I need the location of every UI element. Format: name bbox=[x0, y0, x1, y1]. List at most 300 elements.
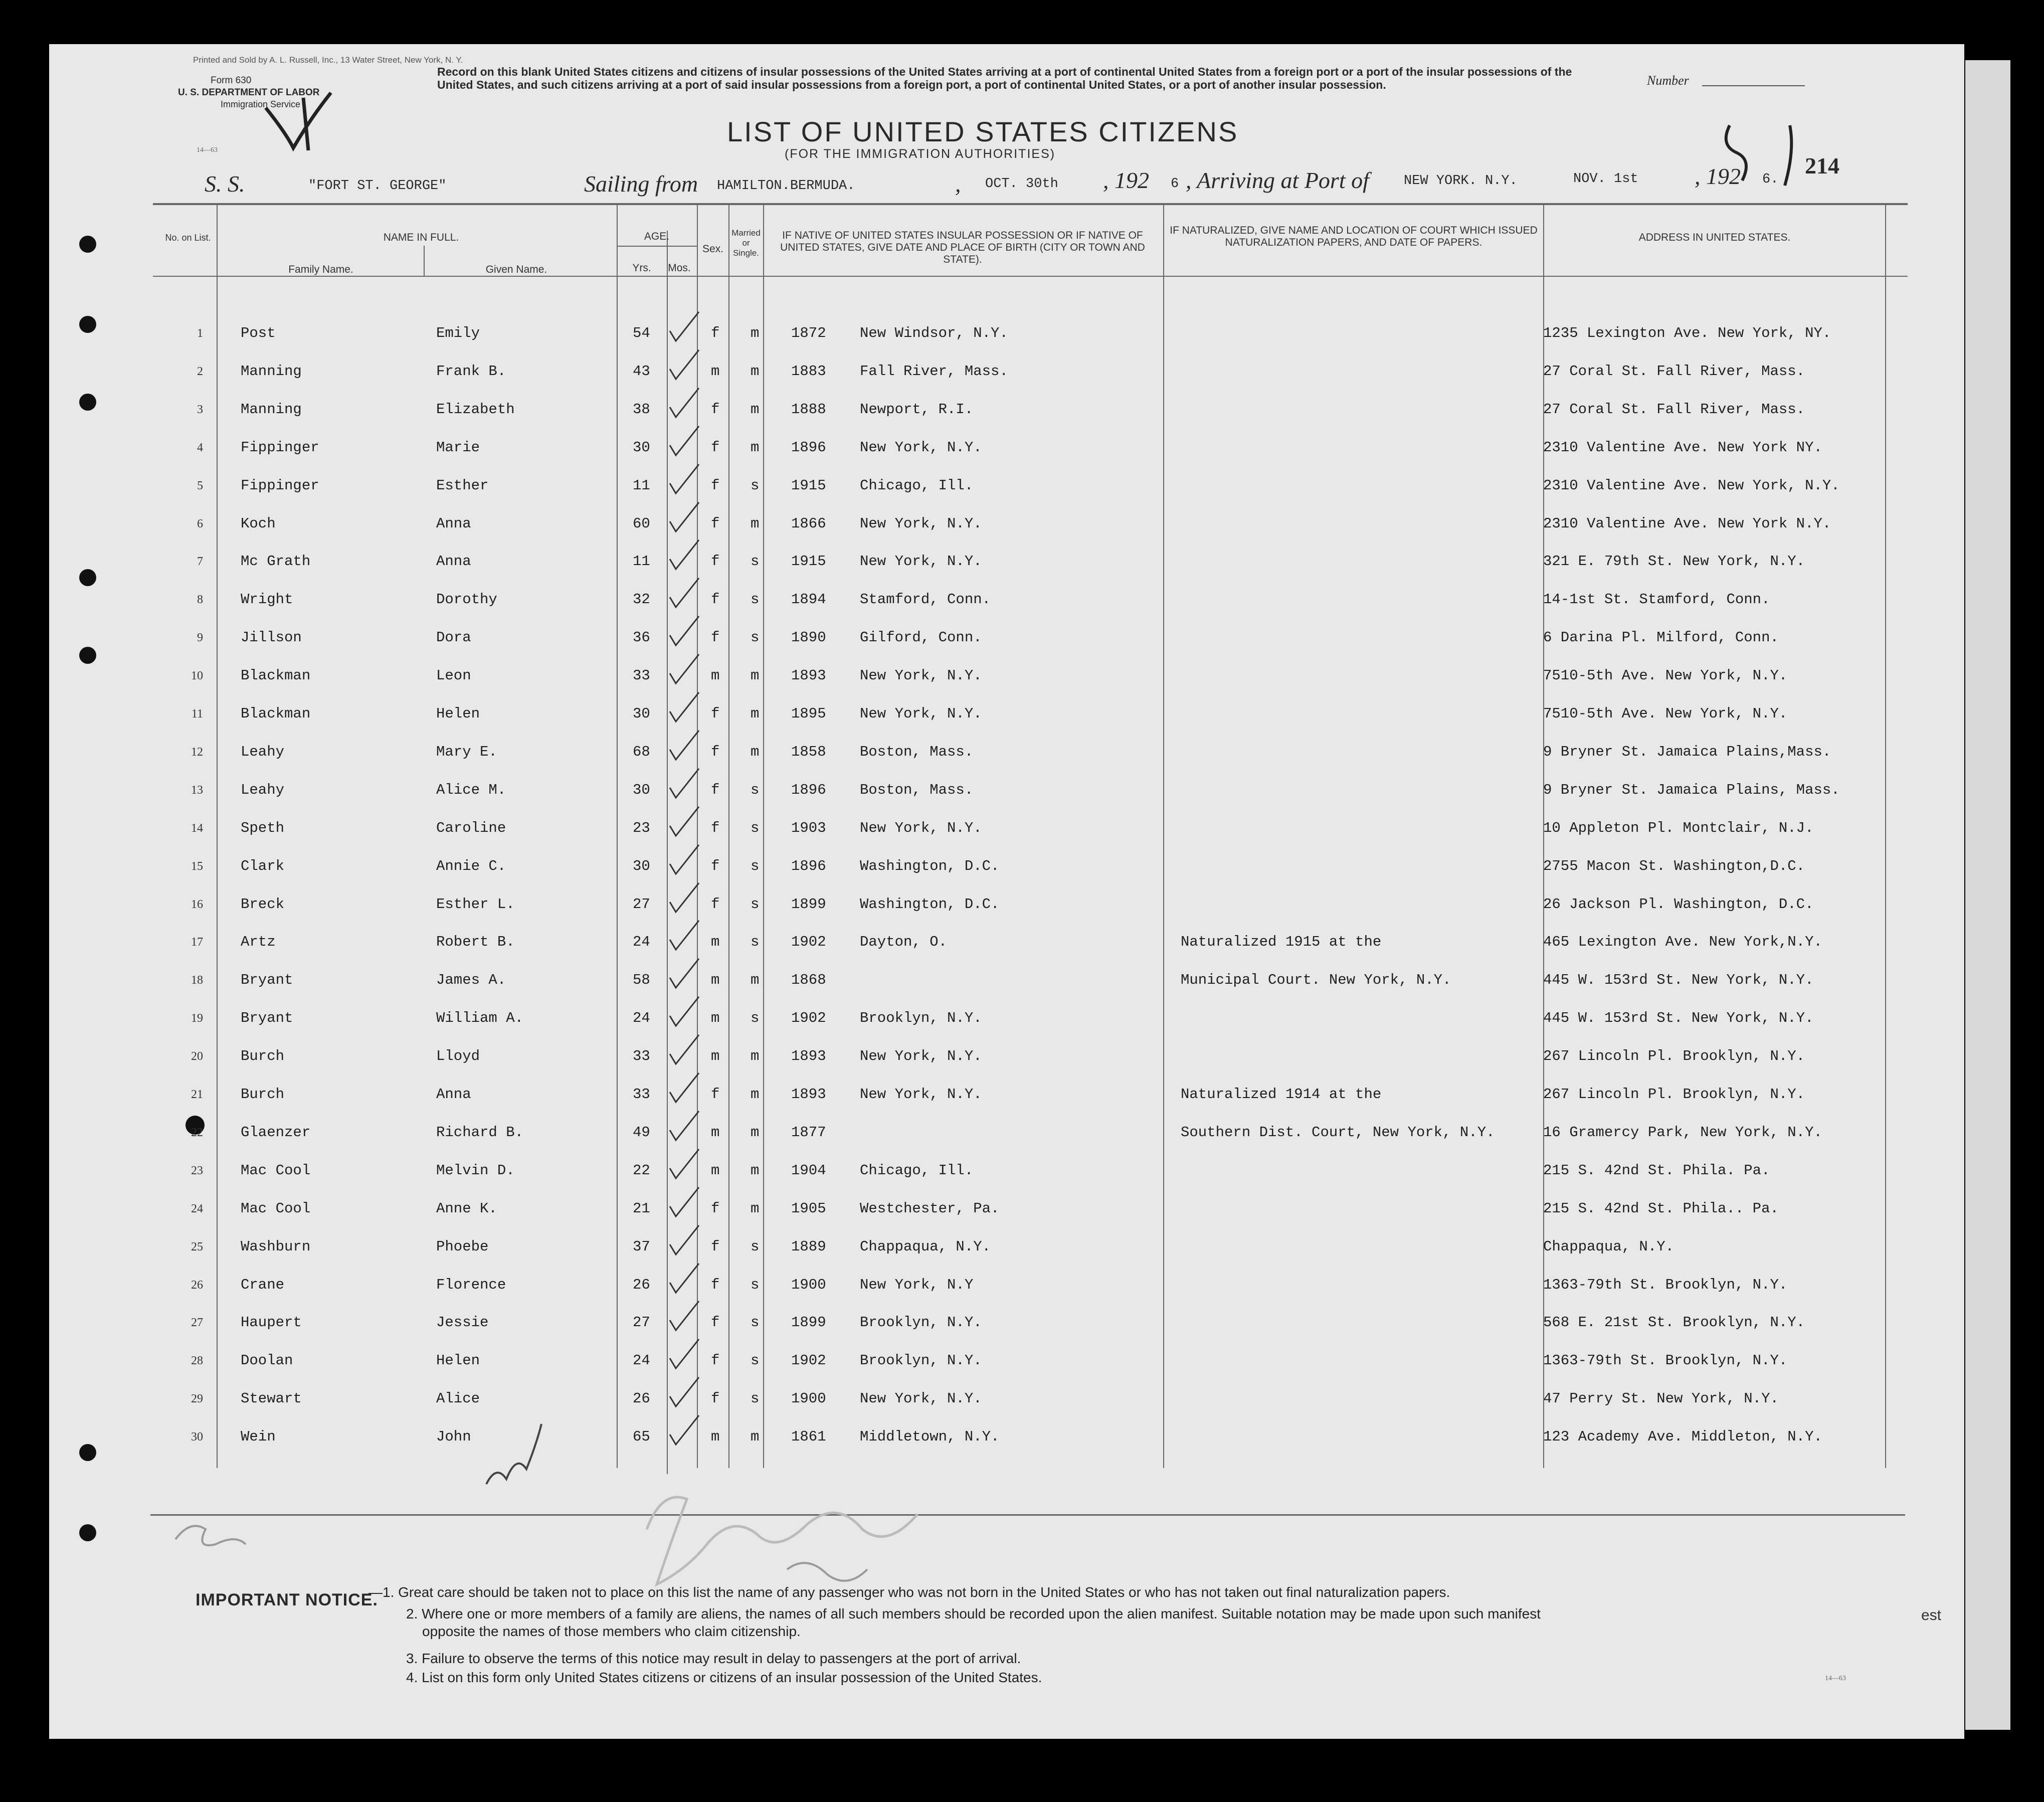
age-subrule bbox=[617, 246, 697, 247]
sex: f bbox=[711, 629, 720, 646]
sex: f bbox=[711, 325, 720, 341]
birth-year: 1889 bbox=[791, 1238, 826, 1255]
birth-place: Brooklyn, N.Y. bbox=[860, 1010, 982, 1027]
given-name: Frank B. bbox=[436, 363, 506, 380]
marital-status: s bbox=[751, 781, 760, 798]
address: 27 Coral St. Fall River, Mass. bbox=[1543, 401, 1805, 418]
check-mark-icon bbox=[667, 995, 702, 1030]
birth-year: 1899 bbox=[791, 895, 826, 913]
given-name: Mary E. bbox=[436, 743, 497, 760]
record-instructions: Record on this blank United States citizens and citizens of insular possessions of the United States arriving at a port of continental United States from a foreign port or a port of the insular possessions of the United States, and such citizens arriving at a port of said insular possessions from a foreign port, a port of continental United States, or a port of another insular possession. bbox=[437, 65, 1572, 91]
family-name: Koch bbox=[241, 515, 276, 532]
departure-port: HAMILTON.BERMUDA. bbox=[717, 178, 855, 194]
birth-place: Middletown, N.Y. bbox=[860, 1428, 1000, 1446]
marital-status: s bbox=[751, 1390, 760, 1407]
age-years: 30 bbox=[633, 439, 650, 456]
binder-hole bbox=[79, 647, 96, 664]
check-mark-icon bbox=[667, 919, 702, 954]
sex: f bbox=[711, 591, 720, 608]
birth-place: New York, N.Y. bbox=[860, 667, 982, 684]
binder-hole bbox=[79, 394, 96, 411]
marital-status: m bbox=[751, 401, 760, 418]
marital-status: s bbox=[751, 1010, 760, 1027]
marital-status: s bbox=[751, 1238, 760, 1255]
age-years: 26 bbox=[633, 1276, 650, 1293]
header-mos: Mos. bbox=[668, 262, 691, 274]
family-name: Blackman bbox=[241, 667, 311, 684]
birth-year: 1900 bbox=[791, 1276, 826, 1293]
age-years: 49 bbox=[633, 1124, 650, 1141]
marital-status: s bbox=[751, 857, 760, 874]
table-bottom-rule bbox=[150, 1514, 1905, 1516]
age-years: 60 bbox=[633, 515, 650, 532]
notice-item-2: 2. Where one or more members of a family are aliens, the names of all such members should be recorded upon the alien manifest. Suitable notation may be made upon such manifest bbox=[406, 1606, 1541, 1621]
birth-place: Stamford, Conn. bbox=[860, 591, 991, 608]
age-years: 11 bbox=[633, 477, 650, 494]
age-years: 30 bbox=[633, 857, 650, 874]
birth-year: 1893 bbox=[791, 1048, 826, 1065]
sex: f bbox=[711, 743, 720, 760]
given-name: Melvin D. bbox=[436, 1162, 515, 1179]
age-years: 37 bbox=[633, 1238, 650, 1255]
age-years: 23 bbox=[633, 819, 650, 836]
row-number: 8 bbox=[197, 593, 203, 607]
sex: f bbox=[711, 781, 720, 798]
check-mark-icon bbox=[667, 729, 702, 764]
family-name: Washburn bbox=[241, 1238, 311, 1255]
given-name: Esther L. bbox=[436, 895, 515, 913]
printer-line: Printed and Sold by A. L. Russell, Inc., 13 Water Street, New York, N. Y. bbox=[193, 55, 463, 65]
row-number: 28 bbox=[191, 1354, 203, 1368]
check-mark-icon bbox=[667, 881, 702, 916]
header-no-on-list: No. on List. bbox=[165, 233, 211, 243]
address: 10 Appleton Pl. Montclair, N.J. bbox=[1543, 819, 1814, 836]
check-mark-icon bbox=[667, 1071, 702, 1106]
birth-place: Westchester, Pa. bbox=[860, 1200, 1000, 1217]
address: 2755 Macon St. Washington,D.C. bbox=[1543, 857, 1805, 874]
given-name: Marie bbox=[436, 439, 480, 456]
row-number: 13 bbox=[191, 783, 203, 797]
family-name: Burch bbox=[241, 1048, 285, 1065]
birth-place: New York, N.Y. bbox=[860, 1086, 982, 1103]
given-name: Anne K. bbox=[436, 1200, 497, 1217]
birth-year: 1858 bbox=[791, 743, 826, 760]
birth-year: 1861 bbox=[791, 1428, 826, 1446]
age-years: 26 bbox=[633, 1390, 650, 1407]
number-label: Number bbox=[1647, 73, 1689, 88]
age-years: 27 bbox=[633, 895, 650, 913]
sex: m bbox=[711, 363, 720, 380]
row-number: 29 bbox=[191, 1392, 203, 1406]
departure-date: OCT. 30th bbox=[985, 176, 1058, 192]
year-prefix: , 192 bbox=[1695, 163, 1741, 189]
birth-year: 1905 bbox=[791, 1200, 826, 1217]
check-mark-icon bbox=[667, 386, 702, 421]
header-name-in-full: NAME IN FULL. bbox=[383, 232, 459, 243]
marital-status: s bbox=[751, 1352, 760, 1369]
address: 123 Academy Ave. Middleton, N.Y. bbox=[1543, 1428, 1822, 1446]
form-number: Form 630 bbox=[211, 75, 252, 86]
notice-item-4: 4. List on this form only United States citizens or citizens of an insular possession of the United States. bbox=[406, 1670, 1042, 1685]
check-mark-icon bbox=[667, 348, 702, 383]
sailing-label: Sailing from bbox=[584, 171, 698, 197]
check-mark-icon bbox=[667, 1413, 702, 1449]
marital-status: m bbox=[751, 1124, 760, 1141]
header-sex: Sex. bbox=[702, 243, 724, 255]
marital-status: m bbox=[751, 667, 760, 684]
sex: f bbox=[711, 553, 720, 570]
family-name: Crane bbox=[241, 1276, 285, 1293]
year-digit: 6. bbox=[1762, 172, 1779, 187]
age-years: 36 bbox=[633, 629, 650, 646]
birth-place: Washington, D.C. bbox=[860, 895, 1000, 913]
address: 27 Coral St. Fall River, Mass. bbox=[1543, 363, 1805, 380]
birth-place: Chicago, Ill. bbox=[860, 477, 974, 494]
sex: m bbox=[711, 667, 720, 684]
birth-year: 1915 bbox=[791, 553, 826, 570]
sex: m bbox=[711, 972, 720, 989]
handwritten-annotation bbox=[165, 1509, 286, 1559]
given-name: Dorothy bbox=[436, 591, 497, 608]
handwritten-annotation bbox=[627, 1469, 978, 1599]
check-mark-icon bbox=[667, 957, 702, 992]
comma: , bbox=[955, 171, 961, 197]
birth-year: 1868 bbox=[791, 972, 826, 989]
column-rule bbox=[424, 246, 425, 276]
birth-year: 1902 bbox=[791, 1010, 826, 1027]
row-number: 14 bbox=[191, 821, 203, 835]
birth-place: New York, N.Y. bbox=[860, 705, 982, 722]
manifest-page bbox=[49, 44, 1964, 1739]
marital-status: m bbox=[751, 1162, 760, 1179]
given-name: William A. bbox=[436, 1010, 524, 1027]
check-mark-icon bbox=[667, 690, 702, 726]
birth-place: Newport, R.I. bbox=[860, 401, 974, 418]
address: 16 Gramercy Park, New York, N.Y. bbox=[1543, 1124, 1822, 1141]
birth-place: Dayton, O. bbox=[860, 934, 948, 951]
row-number: 4 bbox=[197, 441, 203, 454]
birth-year: 1894 bbox=[791, 591, 826, 608]
birth-place: Boston, Mass. bbox=[860, 781, 974, 798]
column-rule bbox=[763, 205, 764, 1468]
row-number: 19 bbox=[191, 1012, 203, 1025]
age-years: 43 bbox=[633, 363, 650, 380]
sex: f bbox=[711, 515, 720, 532]
address: Chappaqua, N.Y. bbox=[1543, 1238, 1675, 1255]
address: 7510-5th Ave. New York, N.Y. bbox=[1543, 667, 1788, 684]
family-name: Fippinger bbox=[241, 439, 319, 456]
arrival-port: NEW YORK. N.Y. bbox=[1404, 173, 1518, 189]
row-number: 3 bbox=[197, 403, 203, 416]
check-mark-icon bbox=[667, 1223, 702, 1258]
check-mark-icon bbox=[667, 805, 702, 840]
binder-hole bbox=[79, 236, 96, 253]
given-name: Caroline bbox=[436, 819, 506, 836]
family-name: Speth bbox=[241, 819, 285, 836]
address: 1363-79th St. Brooklyn, N.Y. bbox=[1543, 1352, 1788, 1369]
header-address: ADDRESS IN UNITED STATES. bbox=[1638, 232, 1791, 243]
address: 14-1st St. Stamford, Conn. bbox=[1543, 591, 1770, 608]
row-number: 11 bbox=[191, 707, 203, 720]
given-name: Robert B. bbox=[436, 934, 515, 951]
given-name: John bbox=[436, 1428, 471, 1446]
check-mark-icon bbox=[667, 1109, 702, 1144]
address: 321 E. 79th St. New York, N.Y. bbox=[1543, 553, 1805, 570]
sex: f bbox=[711, 1314, 720, 1331]
handwritten-signature bbox=[476, 1414, 551, 1504]
arrival-date: NOV. 1st bbox=[1573, 171, 1638, 187]
sex: f bbox=[711, 819, 720, 836]
birth-place: New York, N.Y. bbox=[860, 819, 982, 836]
marital-status: m bbox=[751, 1048, 760, 1065]
birth-year: 1883 bbox=[791, 363, 826, 380]
family-name: Manning bbox=[241, 363, 302, 380]
check-mark-icon bbox=[667, 1262, 702, 1297]
address: 47 Perry St. New York, N.Y. bbox=[1543, 1390, 1779, 1407]
sex: f bbox=[711, 857, 720, 874]
family-name: Mac Cool bbox=[241, 1162, 311, 1179]
family-name: Haupert bbox=[241, 1314, 302, 1331]
address: 2310 Valentine Ave. New York, N.Y. bbox=[1543, 477, 1840, 494]
family-name: Breck bbox=[241, 895, 285, 913]
row-number: 10 bbox=[191, 669, 203, 683]
column-rule bbox=[1163, 205, 1164, 1468]
check-mark-icon bbox=[667, 1185, 702, 1220]
row-number: 23 bbox=[191, 1164, 203, 1177]
form-code: 14—63 bbox=[197, 146, 218, 154]
family-name: Manning bbox=[241, 401, 302, 418]
birth-year: 1915 bbox=[791, 477, 826, 494]
given-name: James A. bbox=[436, 972, 506, 989]
marital-status: s bbox=[751, 895, 760, 913]
marital-status: m bbox=[751, 325, 760, 341]
sheet-number: 214 bbox=[1805, 153, 1839, 178]
binder-hole bbox=[79, 1524, 96, 1541]
marital-status: m bbox=[751, 1200, 760, 1217]
birth-place: Chicago, Ill. bbox=[860, 1162, 974, 1179]
naturalization: Naturalized 1914 at the bbox=[1181, 1086, 1382, 1103]
row-number: 12 bbox=[191, 745, 203, 759]
department-name: U. S. DEPARTMENT OF LABOR bbox=[178, 87, 320, 98]
given-name: Anna bbox=[436, 515, 471, 532]
sex: f bbox=[711, 705, 720, 722]
marital-status: s bbox=[751, 629, 760, 646]
address: 215 S. 42nd St. Phila. Pa. bbox=[1543, 1162, 1770, 1179]
header-bottom-rule bbox=[153, 276, 1908, 277]
sex: f bbox=[711, 1200, 720, 1217]
sex: f bbox=[711, 439, 720, 456]
check-mark-icon bbox=[667, 767, 702, 802]
marital-status: s bbox=[751, 819, 760, 836]
row-number: 1 bbox=[197, 327, 203, 340]
ss-label: S. S. bbox=[205, 171, 245, 197]
given-name: Jessie bbox=[436, 1314, 489, 1331]
address: 267 Lincoln Pl. Brooklyn, N.Y. bbox=[1543, 1048, 1805, 1065]
row-number: 22 bbox=[191, 1126, 203, 1139]
age-years: 33 bbox=[633, 1086, 650, 1103]
check-mark-icon bbox=[667, 843, 702, 878]
address: 215 S. 42nd St. Phila.. Pa. bbox=[1543, 1200, 1779, 1217]
family-name: Bryant bbox=[241, 972, 293, 989]
given-name: Helen bbox=[436, 705, 480, 722]
header-birth: IF NATIVE OF UNITED STATES INSULAR POSSESSION OR IF NATIVE OF UNITED STATES, GIVE DATE AND PLACE OF BIRTH (CITY OR TOWN AND STATE). bbox=[780, 230, 1145, 265]
header-naturalized: IF NATURALIZED, GIVE NAME AND LOCATION OF COURT WHICH ISSUED NATURALIZATION PAPERS, AND DATE OF PAPERS. bbox=[1170, 225, 1538, 248]
check-mark-icon bbox=[667, 424, 702, 459]
sex: m bbox=[711, 1010, 720, 1027]
address: 2310 Valentine Ave. New York NY. bbox=[1543, 439, 1822, 456]
age-years: 11 bbox=[633, 553, 650, 570]
notice-item-1: —1. Great care should be taken not to place on this list the name of any passenger who was not born in the United States or who has not taken out final naturalization papers. bbox=[368, 1584, 1450, 1600]
family-name: Artz bbox=[241, 934, 276, 951]
naturalization: Southern Dist. Court, New York, N.Y. bbox=[1181, 1124, 1495, 1141]
age-years: 22 bbox=[633, 1162, 650, 1179]
age-years: 38 bbox=[633, 401, 650, 418]
row-number: 16 bbox=[191, 897, 203, 911]
sex: m bbox=[711, 1124, 720, 1141]
given-name: Phoebe bbox=[436, 1238, 489, 1255]
birth-year: 1888 bbox=[791, 401, 826, 418]
marital-status: m bbox=[751, 743, 760, 760]
family-name: Stewart bbox=[241, 1390, 302, 1407]
birth-year: 1903 bbox=[791, 819, 826, 836]
address: 465 Lexington Ave. New York,N.Y. bbox=[1543, 934, 1822, 951]
marital-status: s bbox=[751, 1314, 760, 1331]
given-name: Elizabeth bbox=[436, 401, 515, 418]
binder-hole bbox=[79, 1444, 96, 1461]
notice-item-2-cont: opposite the names of those members who claim citizenship. bbox=[422, 1624, 801, 1639]
marital-status: s bbox=[751, 553, 760, 570]
birth-year: 1902 bbox=[791, 1352, 826, 1369]
birth-place: Gilford, Conn. bbox=[860, 629, 982, 646]
check-mark-icon bbox=[667, 1299, 702, 1334]
birth-year: 1890 bbox=[791, 629, 826, 646]
address: 7510-5th Ave. New York, N.Y. bbox=[1543, 705, 1788, 722]
address: 2310 Valentine Ave. New York N.Y. bbox=[1543, 515, 1831, 532]
marital-status: s bbox=[751, 1276, 760, 1293]
check-mark-icon bbox=[667, 652, 702, 687]
ship-name: "FORT ST. GEORGE" bbox=[308, 178, 447, 194]
row-number: 21 bbox=[191, 1088, 203, 1101]
given-name: Florence bbox=[436, 1276, 506, 1293]
address: 445 W. 153rd St. New York, N.Y. bbox=[1543, 1010, 1814, 1027]
naturalization: Municipal Court. New York, N.Y. bbox=[1181, 972, 1451, 989]
age-years: 54 bbox=[633, 325, 650, 341]
age-years: 24 bbox=[633, 1352, 650, 1369]
family-name: Leahy bbox=[241, 781, 285, 798]
family-name: Wright bbox=[241, 591, 293, 608]
underlying-page-edge bbox=[1965, 60, 2010, 1730]
notice-heading: IMPORTANT NOTICE. bbox=[196, 1590, 378, 1609]
binder-hole bbox=[79, 569, 96, 586]
given-name: Richard B. bbox=[436, 1124, 524, 1141]
year-digit: 6 bbox=[1171, 176, 1179, 192]
birth-year: 1866 bbox=[791, 515, 826, 532]
family-name: Wein bbox=[241, 1428, 276, 1446]
birth-year: 1896 bbox=[791, 781, 826, 798]
check-mark-icon bbox=[667, 1375, 702, 1410]
given-name: Lloyd bbox=[436, 1048, 480, 1065]
age-years: 30 bbox=[633, 705, 650, 722]
given-name: Leon bbox=[436, 667, 471, 684]
age-years: 32 bbox=[633, 591, 650, 608]
marital-status: s bbox=[751, 477, 760, 494]
family-name: Mc Grath bbox=[241, 553, 311, 570]
family-name: Post bbox=[241, 325, 276, 341]
birth-year: 1896 bbox=[791, 857, 826, 874]
family-name: Doolan bbox=[241, 1352, 293, 1369]
row-number: 7 bbox=[197, 555, 203, 569]
age-years: 24 bbox=[633, 1010, 650, 1027]
birth-year: 1900 bbox=[791, 1390, 826, 1407]
birth-place: Chappaqua, N.Y. bbox=[860, 1238, 991, 1255]
sex: m bbox=[711, 1048, 720, 1065]
row-number: 27 bbox=[191, 1316, 203, 1330]
age-years: 33 bbox=[633, 1048, 650, 1065]
birth-place: New York, N.Y. bbox=[860, 515, 982, 532]
row-number: 15 bbox=[191, 859, 203, 873]
address: 267 Lincoln Pl. Brooklyn, N.Y. bbox=[1543, 1086, 1805, 1103]
check-mark-icon bbox=[667, 576, 702, 611]
sex: m bbox=[711, 1162, 720, 1179]
given-name: Alice bbox=[436, 1390, 480, 1407]
row-number: 9 bbox=[197, 631, 203, 645]
family-name: Burch bbox=[241, 1086, 285, 1103]
birth-year: 1899 bbox=[791, 1314, 826, 1331]
birth-place: New York, N.Y. bbox=[860, 1390, 982, 1407]
row-number: 24 bbox=[191, 1202, 203, 1215]
service-name: Immigration Service bbox=[221, 99, 301, 109]
arriving-label: , Arriving at Port of bbox=[1186, 167, 1369, 193]
check-mark-icon bbox=[667, 462, 702, 497]
family-name: Fippinger bbox=[241, 477, 319, 494]
sex: m bbox=[711, 1428, 720, 1446]
birth-place: Washington, D.C. bbox=[860, 857, 1000, 874]
address: 568 E. 21st St. Brooklyn, N.Y. bbox=[1543, 1314, 1805, 1331]
handwritten-mark bbox=[256, 88, 341, 158]
birth-year: 1902 bbox=[791, 934, 826, 951]
number-blank bbox=[1702, 85, 1805, 86]
family-name: Mac Cool bbox=[241, 1200, 311, 1217]
age-years: 21 bbox=[633, 1200, 650, 1217]
row-number: 18 bbox=[191, 974, 203, 987]
address: 445 W. 153rd St. New York, N.Y. bbox=[1543, 972, 1814, 989]
check-mark-icon bbox=[667, 1337, 702, 1372]
marital-status: m bbox=[751, 515, 760, 532]
birth-place: Boston, Mass. bbox=[860, 743, 974, 760]
sex: f bbox=[711, 1390, 720, 1407]
page-title: LIST OF UNITED STATES CITIZENS bbox=[727, 116, 1239, 147]
marital-status: m bbox=[751, 1086, 760, 1103]
header-yrs: Yrs. bbox=[632, 262, 651, 274]
check-mark-icon bbox=[667, 1033, 702, 1068]
age-years: 58 bbox=[633, 972, 650, 989]
check-mark-icon bbox=[667, 1147, 702, 1182]
check-mark-icon bbox=[667, 538, 702, 573]
birth-year: 1896 bbox=[791, 439, 826, 456]
naturalization: Naturalized 1915 at the bbox=[1181, 934, 1382, 951]
birth-place: New York, N.Y. bbox=[860, 1048, 982, 1065]
sex: m bbox=[711, 934, 720, 951]
address: 1363-79th St. Brooklyn, N.Y. bbox=[1543, 1276, 1788, 1293]
row-number: 17 bbox=[191, 936, 203, 949]
address: 26 Jackson Pl. Washington, D.C. bbox=[1543, 895, 1814, 913]
age-years: 24 bbox=[633, 934, 650, 951]
family-name: Glaenzer bbox=[241, 1124, 311, 1141]
marital-status: m bbox=[751, 439, 760, 456]
birth-place: Brooklyn, N.Y. bbox=[860, 1352, 982, 1369]
column-rule bbox=[217, 205, 218, 1468]
sex: f bbox=[711, 1276, 720, 1293]
